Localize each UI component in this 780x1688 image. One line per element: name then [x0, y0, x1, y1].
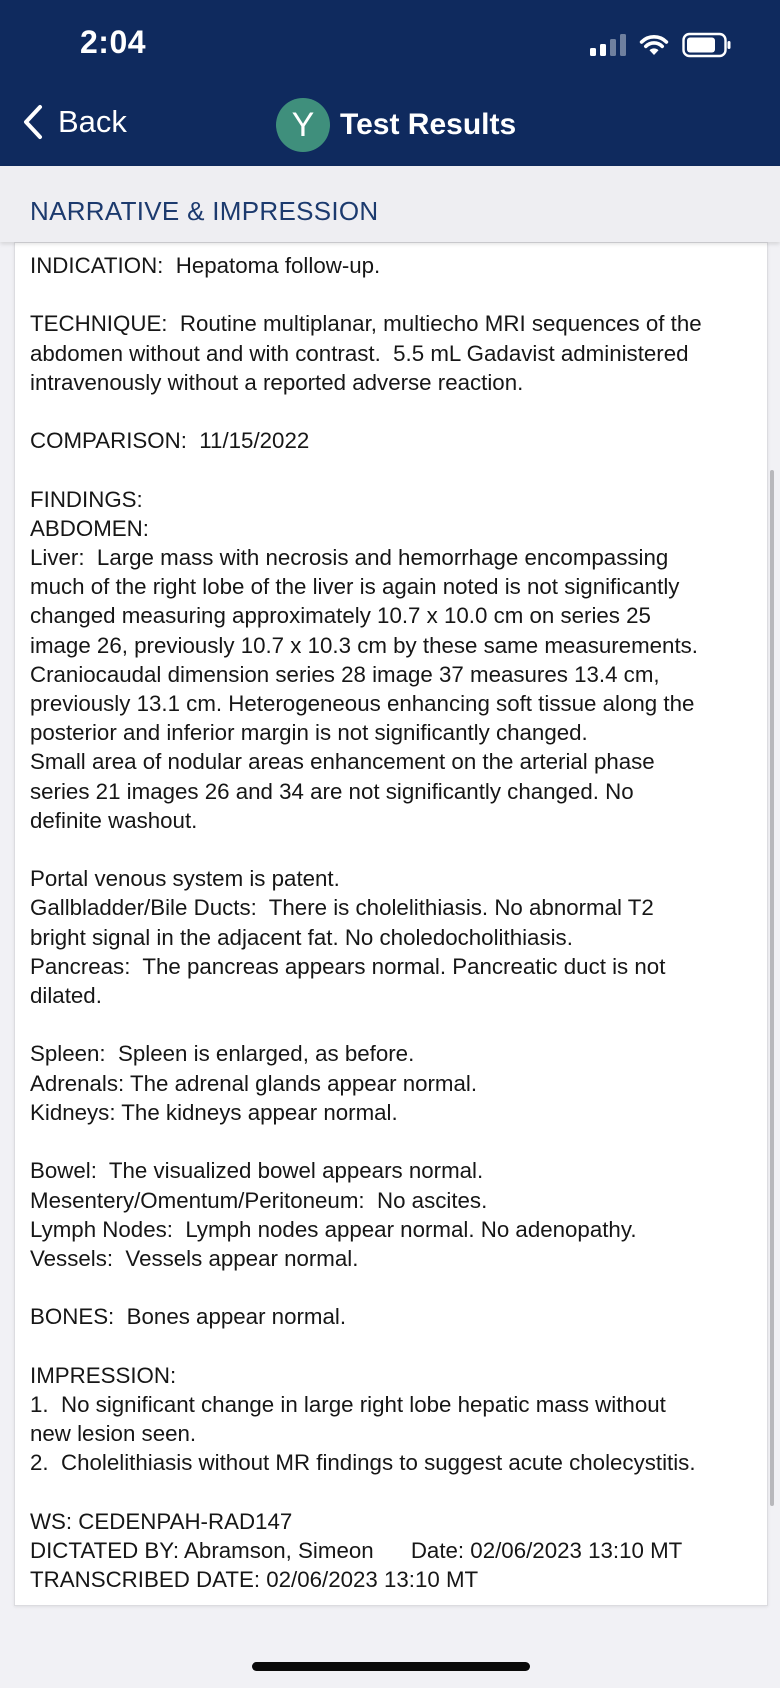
report-line: Lymph Nodes: Lymph nodes appear normal. No adenopathy. [30, 1216, 637, 1242]
chevron-left-icon [22, 104, 44, 140]
report-text [30, 251, 760, 1594]
page-title: Test Results [340, 108, 517, 141]
avatar[interactable]: Y [276, 98, 330, 152]
report-line: IMPRESSION: [30, 1362, 177, 1388]
report-line: abdomen without and with contrast. 5.5 mL Gadavist administered [30, 340, 689, 366]
report-line: Bowel: The visualized bowel appears normal. [30, 1158, 484, 1184]
nav-title-group [276, 98, 516, 152]
wifi-icon [638, 33, 670, 57]
report-line: Small area of nodular areas enhancement on the arterial phase [30, 749, 655, 775]
report-line: new lesion seen. [30, 1421, 197, 1447]
report-line: INDICATION: Hepatoma follow-up. [30, 253, 381, 278]
report-line: Vessels: Vessels appear normal. [30, 1245, 359, 1271]
app-header [0, 0, 780, 166]
report-card [14, 242, 768, 1606]
home-indicator[interactable] [252, 1662, 530, 1671]
signal-icon [590, 34, 626, 56]
report-line: COMPARISON: 11/15/2022 [30, 428, 310, 454]
report-line: DICTATED BY: Abramson, Simeon Date: 02/06/2023 13:10 MT [30, 1537, 683, 1563]
report-line: intravenously without a reported adverse reaction. [30, 369, 524, 395]
status-time: 2:04 [80, 24, 147, 60]
report-line: bright signal in the adjacent fat. No choledocholithiasis. [30, 924, 573, 950]
report-line: Gallbladder/Bile Ducts: There is cholelithiasis. No abnormal T2 [30, 895, 654, 921]
report-line: Kidneys: The kidneys appear normal. [30, 1099, 398, 1125]
section-title: NARRATIVE & IMPRESSION [30, 196, 379, 226]
battery-icon [682, 32, 732, 58]
report-line: Mesentery/Omentum/Peritoneum: No ascites. [30, 1187, 488, 1213]
back-button[interactable] [22, 104, 127, 140]
report-line: Portal venous system is patent. [30, 866, 340, 892]
report-line: Spleen: Spleen is enlarged, as before. [30, 1041, 415, 1067]
report-line: much of the right lobe of the liver is again noted is not significantly [30, 574, 680, 600]
report-line: changed measuring approximately 10.7 x 10.0 cm on series 25 [30, 603, 651, 629]
report-line: series 21 images 26 and 34 are not significantly changed. No [30, 778, 634, 804]
report-line: image 26, previously 10.7 x 10.3 cm by these same measurements. [30, 632, 698, 658]
report-line: WS: CEDENPAH-RAD147 [30, 1508, 293, 1534]
section-header [0, 166, 780, 242]
report-line: posterior and inferior margin is not significantly changed. [30, 720, 588, 746]
report-line: 2. Cholelithiasis without MR findings to suggest acute cholecystitis. [30, 1450, 696, 1476]
report-line: Adrenals: The adrenal glands appear normal. [30, 1070, 478, 1096]
report-line: FINDINGS: [30, 486, 143, 512]
report-line: ABDOMEN: [30, 515, 149, 541]
report-line: dilated. [30, 983, 102, 1009]
report-line: Craniocaudal dimension series 28 image 37 measures 13.4 cm, [30, 661, 660, 687]
scrollbar[interactable] [770, 470, 774, 1506]
back-label: Back [58, 104, 127, 139]
report-line: Pancreas: The pancreas appears normal. Pancreatic duct is not [30, 953, 666, 979]
status-icons [590, 30, 732, 60]
report-line: definite washout. [30, 807, 198, 833]
report-line: previously 13.1 cm. Heterogeneous enhancing soft tissue along the [30, 691, 695, 717]
report-line: TECHNIQUE: Routine multiplanar, multiecho MRI sequences of the [30, 311, 702, 337]
report-line: TRANSCRIBED DATE: 02/06/2023 13:10 MT [30, 1567, 479, 1593]
report-line: 1. No significant change in large right lobe hepatic mass without [30, 1391, 666, 1417]
report-line: BONES: Bones appear normal. [30, 1304, 347, 1330]
report-line: Liver: Large mass with necrosis and hemorrhage encompassing [30, 545, 669, 571]
